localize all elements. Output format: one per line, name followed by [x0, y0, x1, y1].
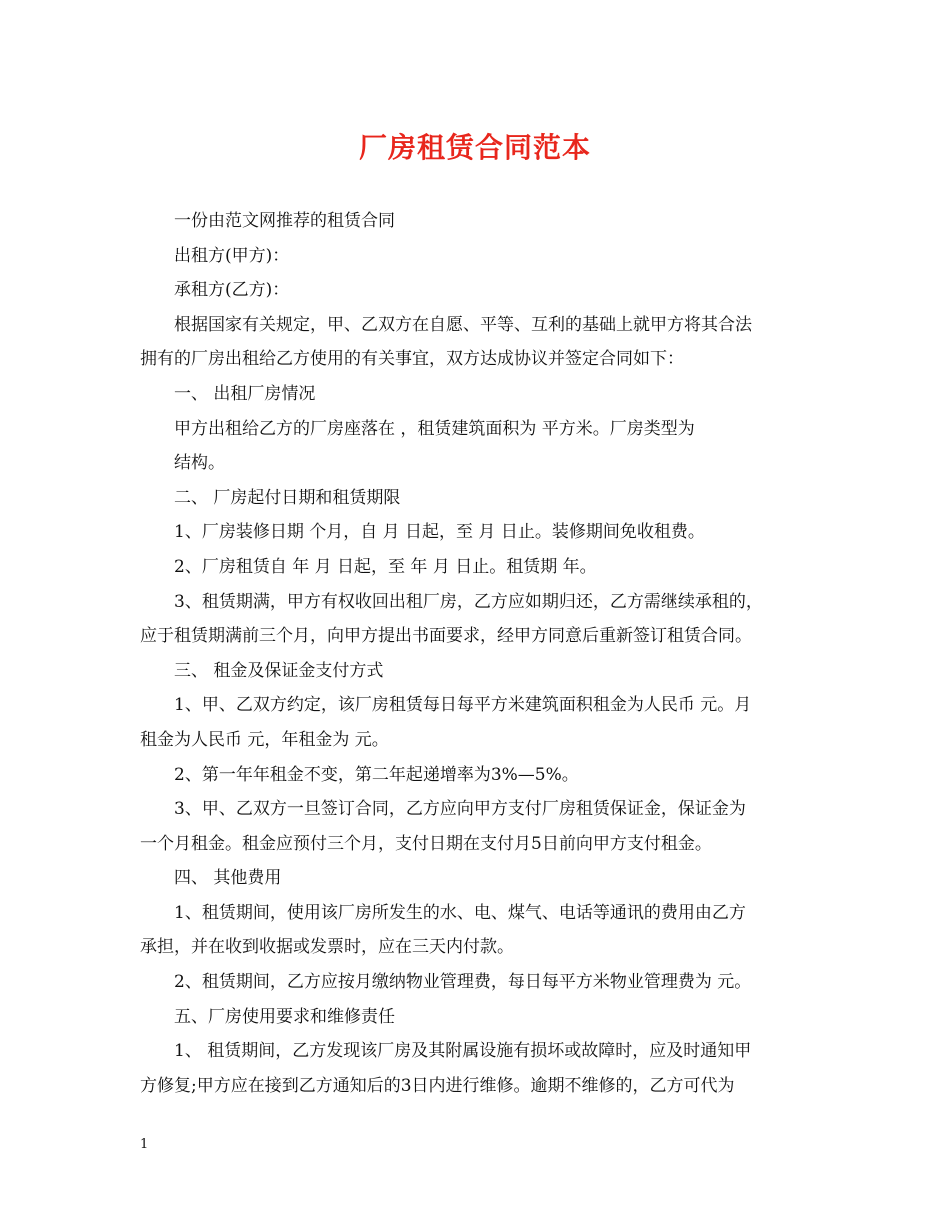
paragraph-line: 承租方(乙方)： — [174, 280, 290, 301]
section-heading: 三、 租金及保证金支付方式 — [174, 660, 384, 681]
document-body — [140, 204, 824, 1103]
section-heading: 二、 厂房起付日期和租赁期限 — [174, 487, 401, 508]
paragraph-line: 应于租赁期满前三个月，向甲方提出书面要求，经甲方同意后重新签订租赁合同。 — [140, 626, 752, 647]
page-number: 1 — [140, 1137, 149, 1152]
page-title: 厂房租赁合同范本 — [358, 131, 591, 164]
paragraph-line: 甲方出租给乙方的厂房座落在 ，租赁建筑面积为 平方米。厂房类型为 — [174, 418, 695, 439]
paragraph-line: 3、甲、乙双方一旦签订合同，乙方应向甲方支付厂房租赁保证金，保证金为 — [174, 799, 746, 820]
paragraph-line: 1、甲、乙双方约定，该厂房租赁每日每平方米建筑面积租金为人民币 元。月 — [174, 695, 752, 716]
paragraph-line: 根据国家有关规定，甲、乙双方在自愿、平等、互利的基础上就甲方将其合法 — [174, 314, 752, 335]
paragraph-line: 1、厂房装修日期 个月，自 月 日起，至 月 日止。装修期间免收租费。 — [174, 522, 705, 543]
paragraph-line: 2、第一年年租金不变，第二年起递增率为3%—5%。 — [174, 764, 579, 785]
section-heading: 一、 出租厂房情况 — [174, 383, 316, 404]
section-heading: 四、 其他费用 — [174, 868, 282, 889]
paragraph-line: 出租方(甲方)： — [174, 245, 290, 266]
paragraph-line: 1、 租赁期间，乙方发现该厂房及其附属设施有损坏或故障时，应及时通知甲 — [174, 1041, 752, 1062]
paragraph-line: 2、厂房租赁自 年 月 日起，至 年 月 日止。租赁期 年。 — [174, 556, 597, 577]
paragraph-line: 2、租赁期间，乙方应按月缴纳物业管理费，每日每平方米物业管理费为 元。 — [174, 972, 752, 993]
paragraph-line: 3、租赁期满，甲方有权收回出租厂房，乙方应如期归还，乙方需继续承租的， — [174, 591, 763, 612]
section-heading: 五、厂房使用要求和维修责任 — [174, 1006, 395, 1027]
paragraph-line: 方修复;甲方应在接到乙方通知后的3日内进行维修。逾期不维修的，乙方可代为 — [140, 1075, 735, 1096]
paragraph-line: 一份由范文网推荐的租赁合同 — [174, 211, 395, 231]
paragraph-line: 1、租赁期间，使用该厂房所发生的水、电、煤气、电话等通讯的费用由乙方 — [174, 902, 746, 923]
paragraph-line: 租金为人民币 元，年租金为 元。 — [140, 729, 389, 750]
paragraph-line: 一个月租金。租金应预付三个月，支付日期在支付月5日前向甲方支付租金。 — [140, 833, 712, 854]
paragraph-line: 承担，并在收到收据或发票时，应在三天内付款。 — [140, 937, 514, 958]
paragraph-line: 结构。 — [174, 453, 225, 474]
paragraph-line: 拥有的厂房出租给乙方使用的有关事宜，双方达成协议并签定合同如下： — [140, 349, 684, 370]
